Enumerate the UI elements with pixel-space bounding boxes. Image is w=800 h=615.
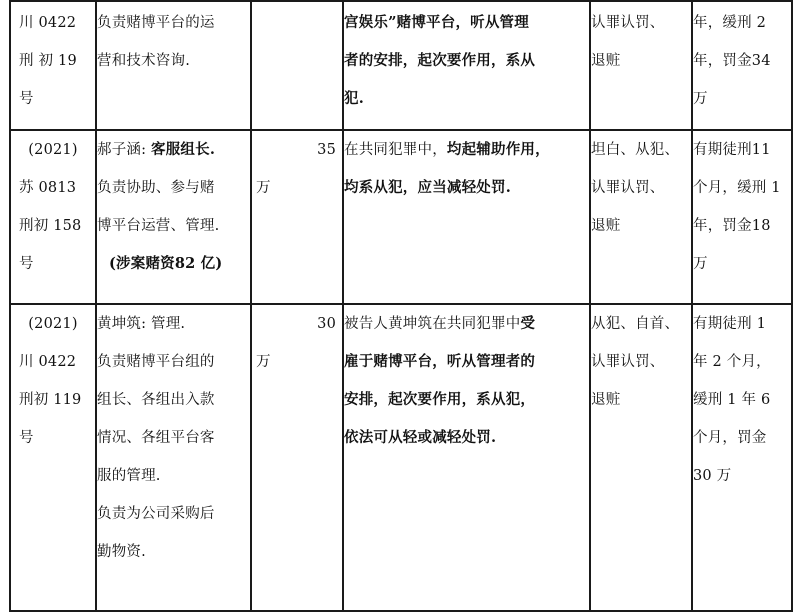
case-number-line: 号 <box>19 430 34 446</box>
case-number-line: 刑 初 19 <box>19 53 77 69</box>
finding-line <box>344 131 589 169</box>
case-number-cell <box>10 304 96 611</box>
role-cell <box>96 304 251 611</box>
finding-cell <box>343 130 590 304</box>
circumstances-cell <box>590 130 692 304</box>
sentence-line: 年 2 个月， <box>693 354 771 370</box>
role-line: 勤物资. <box>97 544 146 560</box>
case-number-cell <box>10 130 96 304</box>
sentence-line: 缓刑 1 年 6 <box>693 392 771 408</box>
case-number-line: 川 0422 <box>19 354 77 370</box>
circumstances-line: 退赃 <box>591 53 621 69</box>
role-heading-line: 黄坤筑: 管理. <box>97 316 186 332</box>
table-row <box>10 1 792 130</box>
finding-line <box>344 305 589 343</box>
role-note: (涉案赌资82 亿) <box>109 255 223 272</box>
amount-value: 30 <box>317 316 336 332</box>
role-line: 负责为公司采购后 <box>97 506 215 522</box>
circumstances-cell <box>590 304 692 611</box>
circumstances-line: 坦白、从犯、 <box>591 142 680 158</box>
role-title: 客服组长. <box>151 141 216 158</box>
circumstances-line: 认罪认罚、 <box>591 15 665 31</box>
amount-cell <box>251 1 343 130</box>
circumstances-line: 认罪认罚、 <box>591 354 665 370</box>
circumstances-line: 认罪认罚、 <box>591 180 665 196</box>
sentence-line: 30 万 <box>693 468 732 484</box>
finding-line: 均系从犯，应当减轻处罚. <box>344 179 511 196</box>
amount-unit: 万 <box>256 180 271 196</box>
role-line: 服的管理. <box>97 468 161 484</box>
sentence-line: 有期徒刑11 <box>693 142 771 158</box>
sentence-cell <box>692 304 792 611</box>
circumstances-line: 从犯、自首、 <box>591 316 680 332</box>
role-heading-line: 郝子涵: 客服组长. <box>97 141 216 158</box>
finding-line: 依法可从轻或减轻处罚. <box>344 429 497 446</box>
role-line: 博平台运营、管理. <box>97 218 220 234</box>
sentence-cell <box>692 1 792 130</box>
role-line: 负责赌博平台组的 <box>97 354 215 370</box>
role-line: 组长、各组出入款 <box>97 392 215 408</box>
sentence-line: 个月，罚金 <box>693 430 767 446</box>
sentence-cell <box>692 130 792 304</box>
case-number-line: 刑初 158 <box>19 218 82 234</box>
defendant-name: 黄坤筑 <box>97 316 142 332</box>
role-line: 营和技术咨询. <box>97 53 191 69</box>
finding-line: 安排，起次要作用，系从犯， <box>344 391 536 408</box>
case-number-line: (2021) <box>28 142 78 158</box>
case-table <box>9 0 793 612</box>
sentence-line: 万 <box>693 91 708 107</box>
case-number-cell <box>10 1 96 130</box>
case-number-line: 苏 0813 <box>19 180 77 196</box>
circumstances-line: 退赃 <box>591 218 621 234</box>
circumstances-cell <box>590 1 692 130</box>
finding-cell <box>343 1 590 130</box>
finding-line: 雇于赌博平台，听从管理者的 <box>344 353 536 370</box>
finding-line: 宫娱乐”赌博平台，听从管理 <box>344 14 529 31</box>
sentence-line: 个月，缓刑 1 <box>693 180 781 196</box>
amount-cell <box>251 130 343 304</box>
case-number-line: 号 <box>19 256 34 272</box>
case-number-line: 号 <box>19 91 34 107</box>
finding-bold: 受 <box>520 315 536 332</box>
sentence-line: 万 <box>693 256 708 272</box>
finding-line: 犯. <box>344 90 364 107</box>
finding-line: 者的安排，起次要作用，系从 <box>344 52 536 69</box>
sentence-line: 年，罚金34 <box>693 53 771 69</box>
sentence-line: 年，罚金18 <box>693 218 771 234</box>
finding-prefix: 在共同犯罪中， <box>344 142 447 158</box>
sentence-line: 有期徒刑 1 <box>693 316 767 332</box>
table-row <box>10 304 792 611</box>
role-title: 管理. <box>151 316 186 332</box>
case-number-line: 川 0422 <box>19 15 77 31</box>
finding-cell <box>343 304 590 611</box>
sentence-line: 年，缓刑 2 <box>693 15 767 31</box>
finding-bold: 均起辅助作用， <box>446 141 550 158</box>
case-number-line: (2021) <box>28 316 78 332</box>
amount-unit: 万 <box>256 354 271 370</box>
defendant-name: 郝子涵 <box>97 142 142 158</box>
table-row <box>10 130 792 304</box>
role-line: 情况、各组平台客 <box>97 430 215 446</box>
case-number-line: 刑初 119 <box>19 392 82 408</box>
amount-cell <box>251 304 343 611</box>
role-line: 负责赌博平台的运 <box>97 15 215 31</box>
role-cell <box>96 1 251 130</box>
amount-value: 35 <box>317 142 336 158</box>
role-cell <box>96 130 251 304</box>
role-line: 负责协助、参与赌 <box>97 180 215 196</box>
circumstances-line: 退赃 <box>591 392 621 408</box>
finding-prefix: 被告人黄坤筑在共同犯罪中 <box>344 316 521 332</box>
